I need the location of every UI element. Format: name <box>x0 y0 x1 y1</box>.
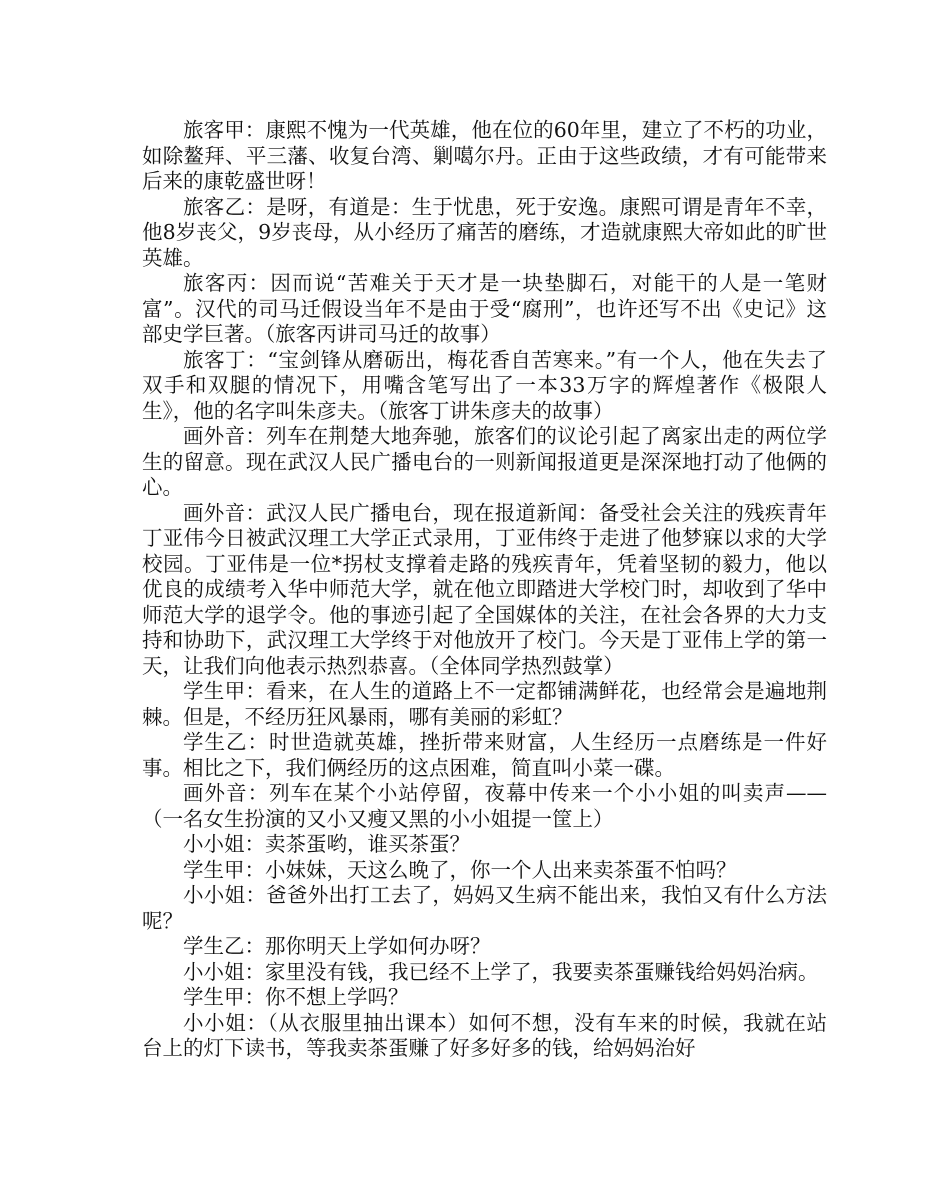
paragraph: 小小姐：（从衣服里抽出课本）如何不想，没有车来的时候，我就在站台上的灯下读书，等我卖茶蛋赚了好多好多的钱，给妈妈治好 <box>142 1010 827 1060</box>
paragraph: 画外音：列车在荆楚大地奔驰，旅客们的议论引起了离家出走的两位学生的留意。现在武汉人民广播电台的一则新闻报道更是深深地打动了他俩的心。 <box>142 424 827 499</box>
paragraph: 旅客乙：是呀，有道是：生于忧患，死于安逸。康熙可谓是青年不幸，他8岁丧父，9岁丧母，从小经历了痛苦的磨练，才造就康熙大帝如此的旷世英雄。 <box>142 194 827 270</box>
paragraph: 学生乙：时世造就英雄，挫折带来财富，人生经历一点磨练是一件好事。相比之下，我们俩经历的这点困难，简直叫小菜一碟。 <box>142 730 827 780</box>
paragraph: 小小姐：卖茶蛋哟，谁买茶蛋？ <box>183 832 470 856</box>
paragraph: 小小姐：爸爸外出打工去了，妈妈又生病不能出来，我怕又有什么方法呢？ <box>142 883 827 933</box>
paragraph: 学生甲：看来，在人生的道路上不一定都铺满鲜花，也经常会是遍地荆棘。但是，不经历狂风暴雨，哪有美丽的彩虹？ <box>142 679 827 729</box>
paragraph: 旅客丁：“宝剑锋从磨砺出，梅花香自苦寒来。”有一个人，他在失去了双手和双腿的情况下，用嘴含笔写出了一本33万字的辉煌著作《极限人生》，他的名字叫朱彦夫。（旅客丁讲朱彦夫的故事） <box>142 347 827 423</box>
paragraph: 旅客甲：康熙不愧为一代英雄，他在位的60年里，建立了不朽的功业，如除鳌拜、平三藩、收复台湾、剿噶尔丹。正由于这些政绩，才有可能带来后来的康乾盛世呀！ <box>142 118 827 193</box>
paragraph: 学生甲：你不想上学吗？ <box>183 985 409 1009</box>
paragraph: 学生乙：那你明天上学如何办呀？ <box>183 934 491 958</box>
paragraph: 旅客丙：因而说“苦难关于天才是一块垫脚石，对能干的人是一笔财富”。汉代的司马迁假设当年不是由于受“腐刑”，也许还写不出《史记》这部史学巨著。（旅客丙讲司马迁的故事） <box>142 271 827 346</box>
paragraph: 画外音：武汉人民广播电台，现在报道新闻：备受社会关注的残疾青年丁亚伟今日被武汉理工大学正式录用，丁亚伟终于走进了他梦寐以求的大学校园。丁亚伟是一位*拐杖支撑着走路的残疾青年，凭着坚韧的毅力，他以优良的成绩考入华中师范大学，就在他立即踏进大学校门时，却收到了华中师范大学的退学令。他的事迹引起了全国媒体的关注，在社会各界的大力支持和协助下，武汉理工大学终于对他放开了校门。今天是丁亚伟上学的第一天，让我们向他表示热烈恭喜。（全体同学热烈鼓掌） <box>142 500 827 678</box>
paragraph: 学生甲：小妹妹，天这么晚了，你一个人出来卖茶蛋不怕吗？ <box>183 857 737 882</box>
document-page <box>142 118 827 1062</box>
paragraph: 小小姐：家里没有钱，我已经不上学了，我要卖茶蛋赚钱给妈妈治病。 <box>183 959 819 984</box>
paragraph: 画外音：列车在某个小站停留，夜幕中传来一个小小姐的叫卖声——（一名女生扮演的又小又瘦又黑的小小姐提一筐上） <box>142 781 827 831</box>
